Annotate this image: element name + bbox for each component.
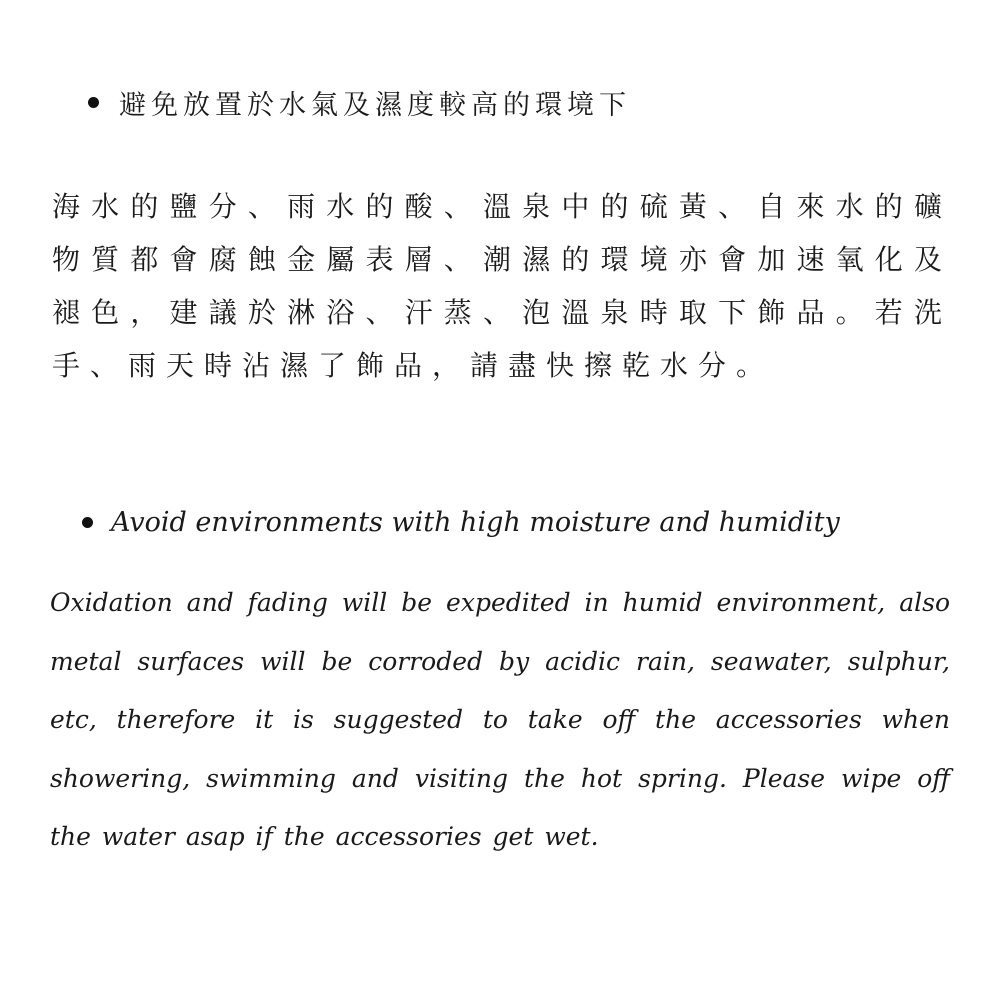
zh-heading: 避免放置於水氣及濕度較高的環境下 <box>119 89 631 121</box>
en-paragraph: Oxidation and fading will be expedited in humid environment, also metal surfaces will be corroded by acidic rain, seawater, sulphur, etc, therefore it is suggested to take off the accessories when showering, swimming and visiting the hot spring. Please wipe off the water asap if the accessories get wet. <box>50 588 950 851</box>
bullet-icon <box>82 517 93 528</box>
en-heading: Avoid environments with high moisture and humidity <box>111 506 840 538</box>
en-heading-row <box>82 498 840 546</box>
zh-paragraph: 海水的鹽分、雨水的酸、溫泉中的硫黃、自來水的礦物質都會腐蝕金屬表層、潮濕的環境亦會加速氧化及褪色，建議於淋浴、汗蒸、泡溫泉時取下飾品。若洗手、雨天時沾濕了飾品，請盡快擦乾水分。 <box>52 190 952 382</box>
bullet-icon <box>88 97 99 108</box>
zh-heading-row <box>88 80 631 124</box>
